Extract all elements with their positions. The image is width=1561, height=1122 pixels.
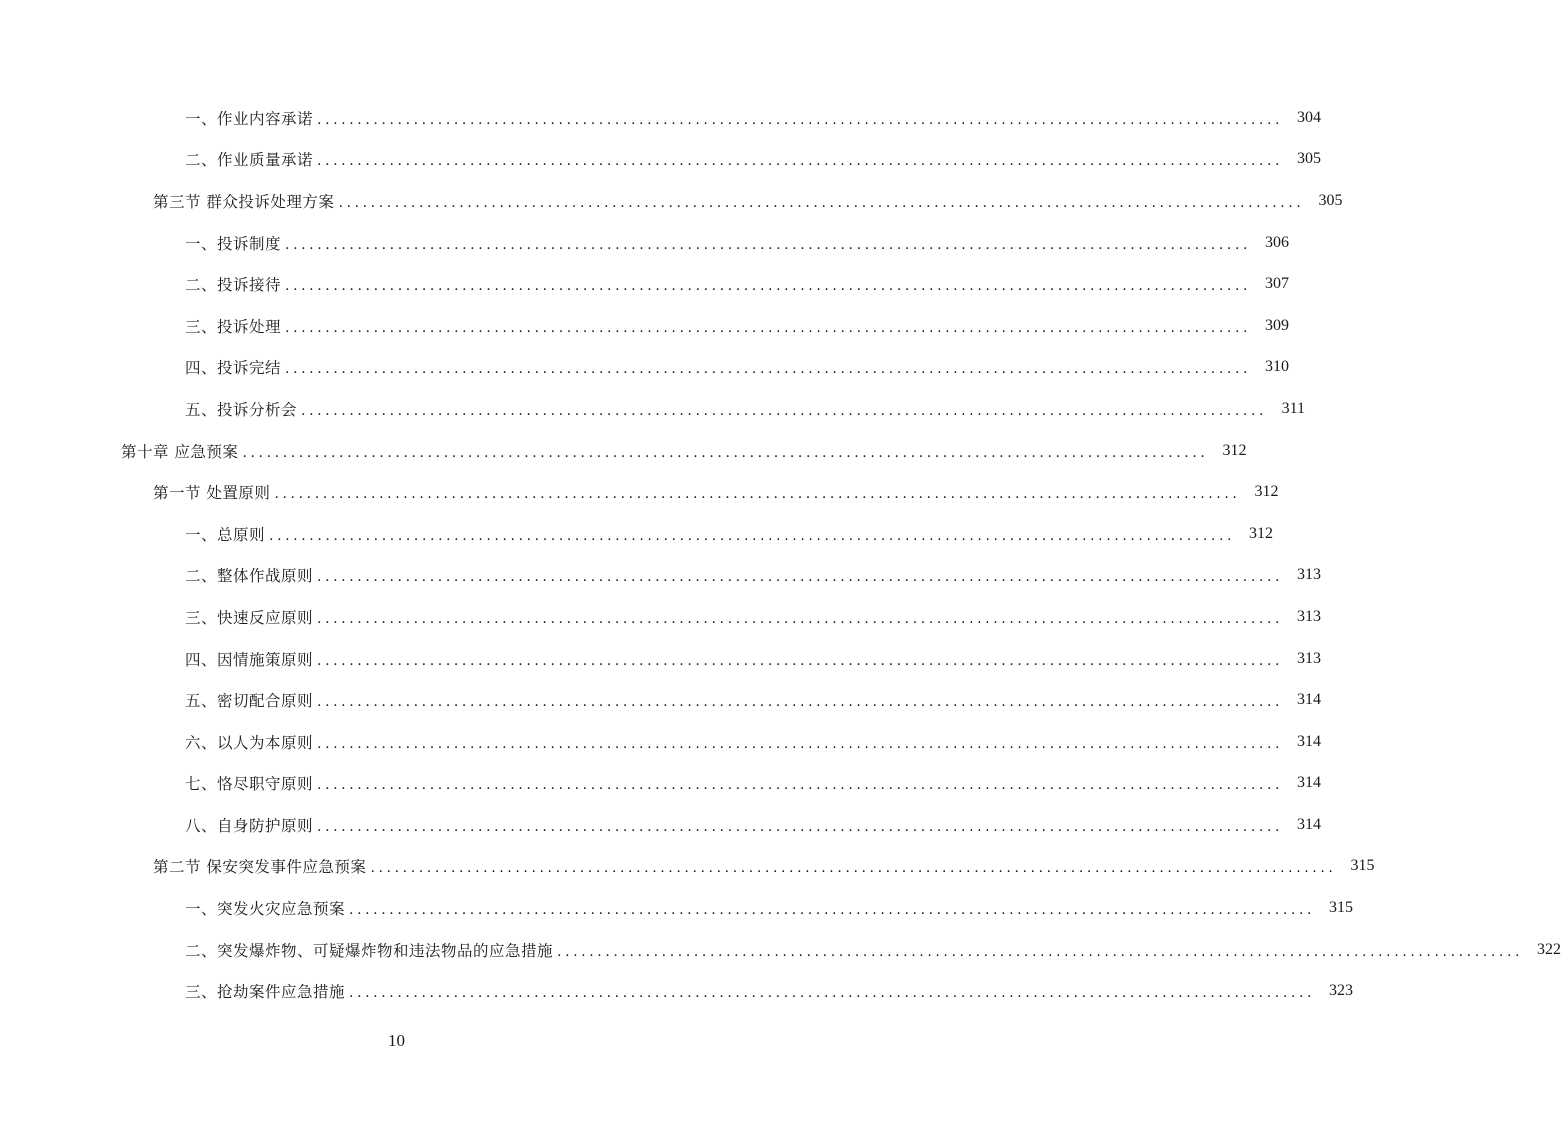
toc-leader-dots: ........................................................................................................................	[349, 985, 1316, 1002]
toc-leader-dots: ........................................................................................................................	[274, 486, 1241, 503]
toc-entry-page: 313	[1297, 566, 1322, 584]
toc-leader-dots: ........................................................................................................................	[338, 194, 1305, 211]
toc-entry[interactable]	[0, 97, 1322, 139]
toc-entry-page: 306	[1265, 233, 1290, 251]
toc-entry[interactable]	[0, 388, 1306, 430]
toc-entry-page: 314	[1297, 691, 1322, 709]
toc-leader-dots: ........................................................................................................................	[317, 652, 1284, 669]
toc-entry-title: 三、抢劫案件应急措施	[185, 983, 346, 1002]
toc-entry-page: 322	[1537, 940, 1561, 958]
toc-leader-dots: ........................................................................................................................	[317, 694, 1284, 711]
toc-entry[interactable]	[0, 929, 1561, 971]
toc-leader-dots: ........................................................................................................................	[269, 527, 1236, 544]
toc-entry-title: 四、投诉完结	[185, 359, 282, 378]
toc-leader-dots: ........................................................................................................................	[285, 278, 1252, 295]
toc-entry-page: 314	[1297, 815, 1322, 833]
toc-entry-title: 第三节 群众投诉处理方案	[153, 192, 335, 211]
toc-leader-dots: ........................................................................................................................	[242, 444, 1209, 461]
toc-entry-title: 六、以人为本原则	[185, 733, 314, 752]
toc-leader-dots: ........................................................................................................................	[557, 943, 1524, 960]
toc-leader-dots: ........................................................................................................................	[349, 902, 1316, 919]
toc-entry[interactable]	[0, 638, 1322, 680]
toc-entry-title: 五、密切配合原则	[185, 692, 314, 711]
toc-entry[interactable]	[0, 679, 1322, 721]
toc-entry-title: 五、投诉分析会	[185, 400, 298, 419]
toc-entry-page: 314	[1297, 732, 1322, 750]
toc-entry-title: 二、作业质量承诺	[185, 151, 314, 170]
toc-entry[interactable]	[0, 430, 1247, 472]
toc-leader-dots: ........................................................................................................................	[370, 860, 1337, 877]
toc-entry-title: 三、快速反应原则	[185, 608, 314, 627]
toc-entry-page: 312	[1254, 483, 1279, 501]
toc-leader-dots: ........................................................................................................................	[301, 402, 1268, 419]
toc-entry[interactable]	[0, 347, 1290, 389]
toc-entry-page: 314	[1297, 774, 1322, 792]
toc-entry-page: 304	[1297, 108, 1322, 126]
toc-leader-dots: ........................................................................................................................	[317, 735, 1284, 752]
toc-entry-title: 第一节 处置原则	[153, 484, 271, 503]
toc-entry[interactable]	[0, 555, 1322, 597]
toc-leader-dots: ........................................................................................................................	[317, 111, 1284, 128]
toc-entry-title: 二、整体作战原则	[185, 567, 314, 586]
toc-entry-page: 313	[1297, 607, 1322, 625]
toc-entry-page: 311	[1281, 399, 1306, 417]
toc-entry-title: 七、恪尽职守原则	[185, 775, 314, 794]
toc-entry-title: 一、突发火灾应急预案	[185, 900, 346, 919]
toc-entry-page: 310	[1265, 358, 1290, 376]
toc-entry[interactable]	[0, 721, 1322, 763]
toc-entry[interactable]	[0, 222, 1290, 264]
toc-entry[interactable]	[0, 471, 1279, 513]
toc-entry[interactable]	[0, 846, 1375, 888]
toc-entry-title: 二、突发爆炸物、可疑爆炸物和违法物品的应急措施	[185, 941, 554, 960]
toc-entry-page: 323	[1329, 982, 1354, 1000]
toc-entry-title: 一、作业内容承诺	[185, 109, 314, 128]
toc-entry[interactable]	[0, 887, 1354, 929]
toc-entry[interactable]	[0, 804, 1322, 846]
toc-entry-page: 305	[1318, 191, 1343, 209]
toc-leader-dots: ........................................................................................................................	[317, 777, 1284, 794]
toc-entry-page: 315	[1329, 899, 1354, 917]
toc-entry[interactable]	[0, 763, 1322, 805]
toc-entry[interactable]	[0, 513, 1274, 555]
page-number: 10	[388, 1031, 405, 1050]
toc-leader-dots: ........................................................................................................................	[317, 818, 1284, 835]
toc-entry-page: 312	[1249, 524, 1274, 542]
toc-leader-dots: ........................................................................................................................	[317, 153, 1284, 170]
toc-entry-title: 一、总原则	[185, 525, 266, 544]
toc-entry-page: 315	[1350, 857, 1375, 875]
toc-entry-title: 第十章 应急预案	[121, 442, 239, 461]
toc-entry[interactable]	[0, 263, 1290, 305]
toc-entry[interactable]	[0, 596, 1322, 638]
toc-entry-title: 第二节 保安突发事件应急预案	[153, 858, 367, 877]
toc-entry[interactable]	[0, 139, 1322, 181]
toc-entry-page: 309	[1265, 316, 1290, 334]
toc-entry-title: 三、投诉处理	[185, 317, 282, 336]
toc-entry[interactable]	[0, 305, 1290, 347]
toc-leader-dots: ........................................................................................................................	[317, 569, 1284, 586]
toc-leader-dots: ........................................................................................................................	[317, 610, 1284, 627]
toc-entry-title: 一、投诉制度	[185, 234, 282, 253]
toc-entry-page: 313	[1297, 649, 1322, 667]
toc-entry-page: 305	[1297, 150, 1322, 168]
toc-entry-title: 二、投诉接待	[185, 276, 282, 295]
toc-entry-title: 四、因情施策原则	[185, 650, 314, 669]
toc-leader-dots: ........................................................................................................................	[285, 361, 1252, 378]
toc-entry[interactable]	[0, 180, 1343, 222]
toc-leader-dots: ........................................................................................................................	[285, 236, 1252, 253]
toc-leader-dots: ........................................................................................................................	[285, 319, 1252, 336]
table-of-contents	[0, 97, 1561, 1012]
toc-entry[interactable]	[0, 970, 1354, 1012]
toc-entry-page: 312	[1222, 441, 1247, 459]
toc-entry-title: 八、自身防护原则	[185, 816, 314, 835]
toc-entry-page: 307	[1265, 275, 1290, 293]
